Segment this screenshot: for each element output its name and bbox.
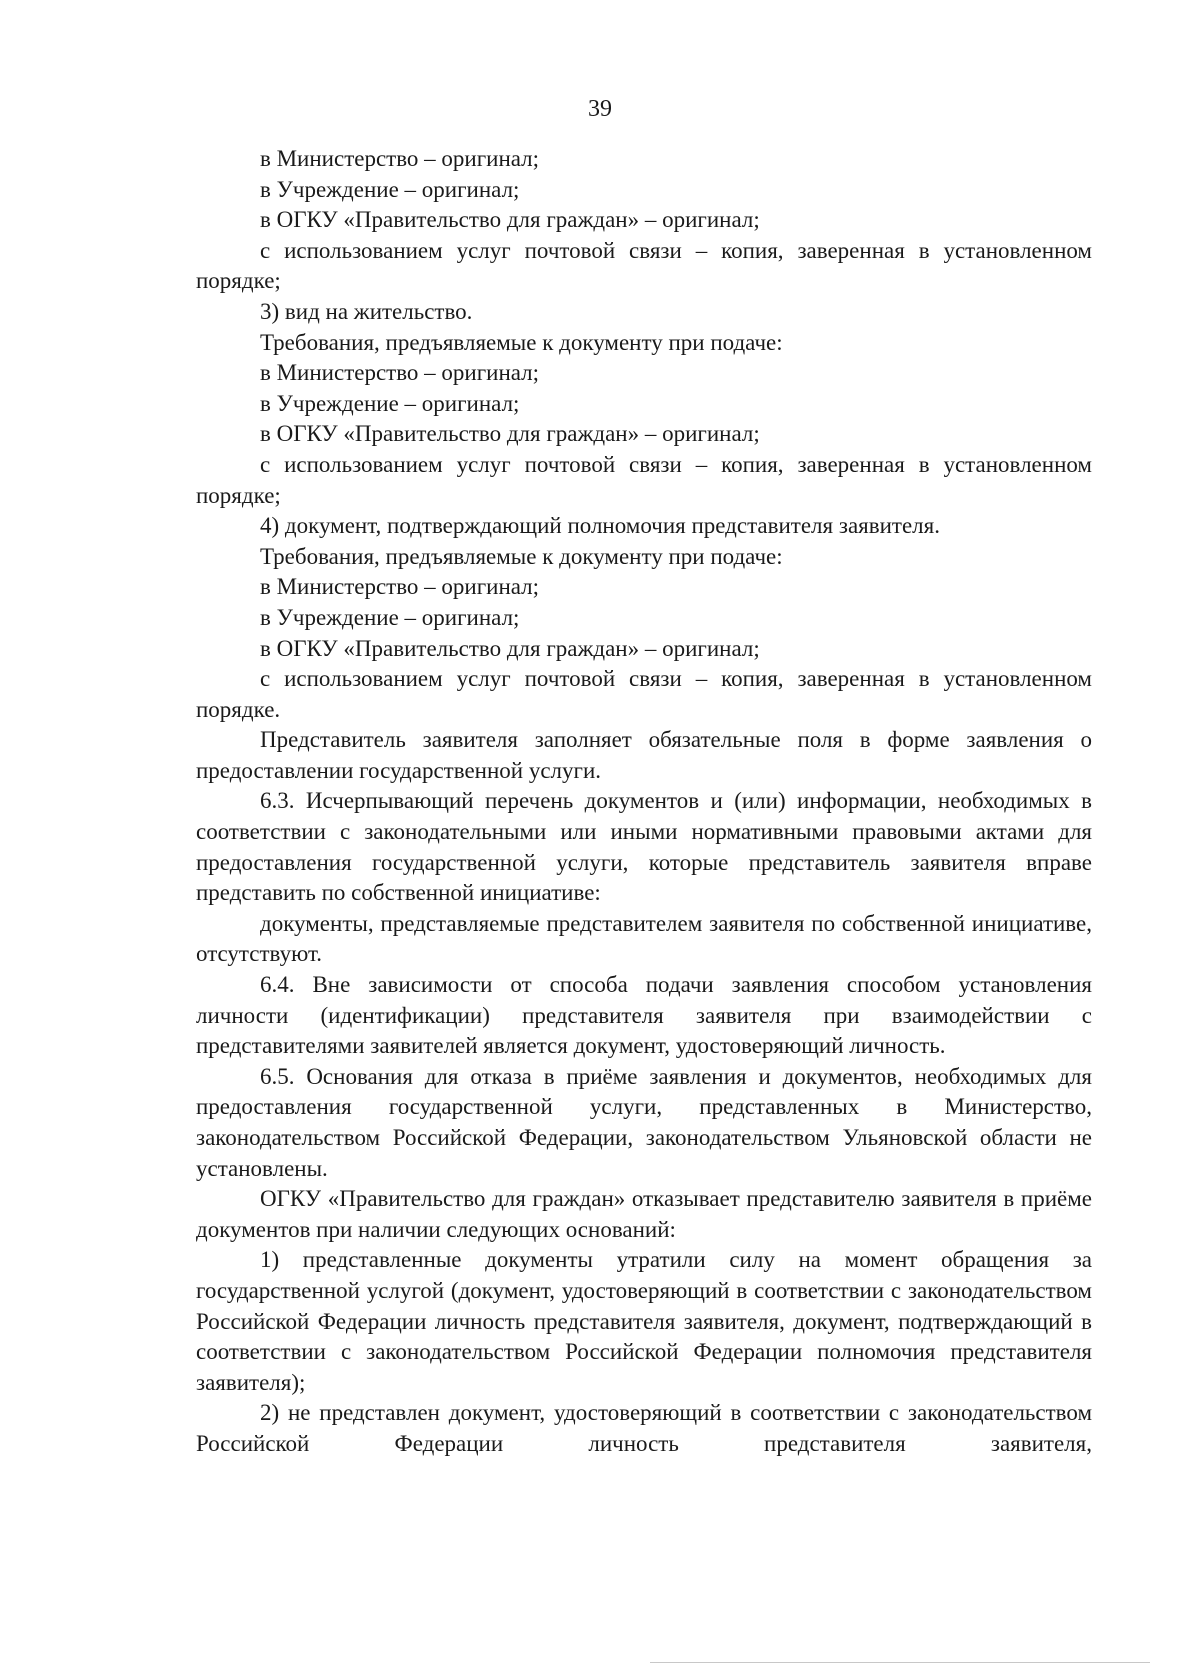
paragraph: Требования, предъявляемые к документу при подаче: [260, 543, 783, 569]
page-number: 39 [588, 96, 612, 122]
paragraph: 4) документ, подтверждающий полномочия представителя заявителя. [260, 513, 940, 539]
paragraph: в ОГКУ «Правительство для граждан» – оригинал; [260, 635, 760, 661]
paragraph: в Учреждение – оригинал; [260, 604, 520, 630]
document-body [196, 144, 1092, 1460]
paragraph: 3) вид на жительство. [260, 298, 473, 324]
paragraph: в Министерство – оригинал; [260, 574, 540, 600]
paragraph: Требования, предъявляемые к документу при подаче: [260, 329, 783, 355]
scan-edge-line [650, 1662, 1150, 1663]
paragraph: 6.5. Основания для отказа в приёме заявления и документов, необходимых для предоставления государственной услуги, представленных в Министерство, законодательством Российской Федерации, законодательством Ульяновской области не установлены. [196, 1063, 1092, 1181]
paragraph: ОГКУ «Правительство для граждан» отказывает представителю заявителя в приёме документов при наличии следующих оснований: [196, 1186, 1092, 1242]
paragraph: с использованием услуг почтовой связи – копия, заверенная в установленном порядке; [196, 237, 1092, 294]
paragraph: с использованием услуг почтовой связи – копия, заверенная в установленном порядке. [196, 666, 1092, 722]
paragraph: 6.4. Вне зависимости от способа подачи заявления способом установления личности (идентификации) представителя заявителя при взаимодействии с представителями заявителей является документ, удостоверяющий личность. [196, 972, 1092, 1059]
paragraph: в Учреждение – оригинал; [260, 176, 520, 202]
paragraph: в Министерство – оригинал; [260, 360, 540, 386]
paragraph: 2) не представлен документ, удостоверяющий в соответствии с законодательством Российской Федерации личность представителя заявителя, [196, 1400, 1092, 1456]
paragraph: в Учреждение – оригинал; [260, 390, 520, 416]
paragraph: документы, представляемые представителем заявителя по собственной инициативе, отсутствуют. [196, 910, 1092, 967]
paragraph: в ОГКУ «Правительство для граждан» – оригинал; [260, 421, 760, 447]
paragraph: Представитель заявителя заполняет обязательные поля в форме заявления о предоставлении государственной услуги. [196, 727, 1092, 783]
paragraph: в ОГКУ «Правительство для граждан» – оригинал; [260, 207, 760, 233]
paragraph: в Министерство – оригинал; [260, 146, 540, 171]
paragraph: с использованием услуг почтовой связи – копия, заверенная в установленном порядке; [196, 451, 1092, 508]
paragraph: 1) представленные документы утратили силу на момент обращения за государственной услугой (документ, удостоверяющий в соответствии с законодательством Российской Федерации личность представителя заявителя, документ, подтверждающий в соответствии с законодательством Российской Федерации полномочия представителя заявителя); [196, 1247, 1092, 1395]
paragraph: 6.3. Исчерпывающий перечень документов и (или) информации, необходимых в соответствии с законодательными или иными нормативными правовыми актами для предоставления государственной услуги, которые представитель заявителя вправе представить по собственной инициативе: [196, 788, 1092, 906]
